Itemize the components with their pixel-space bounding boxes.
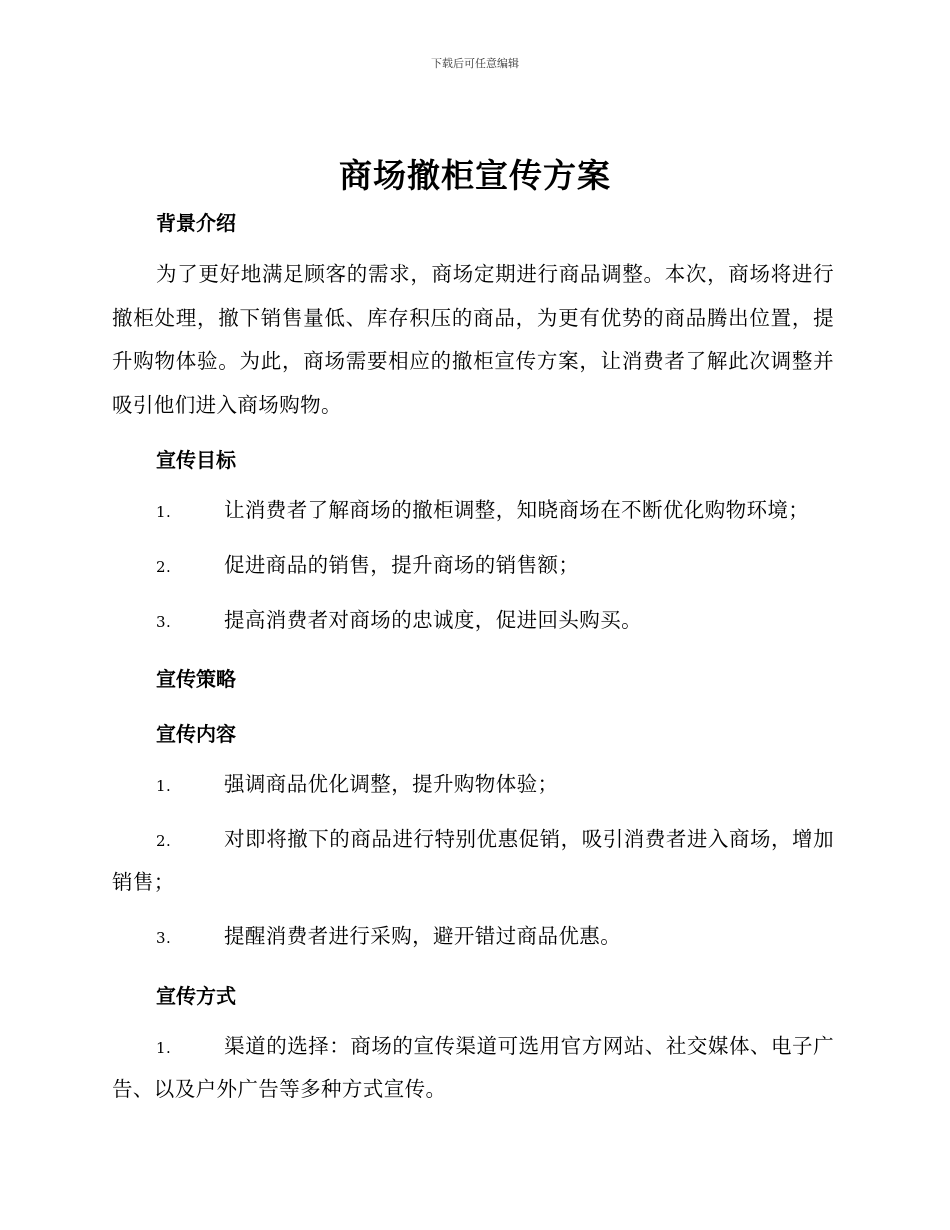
header-note: 下载后可任意编辑 xyxy=(431,57,519,70)
heading-background: 背景介绍 xyxy=(156,211,236,235)
document-title: 商场撤柜宣传方案 xyxy=(339,156,611,195)
list-item-number: 3. xyxy=(156,613,172,631)
list-item-text: 渠道的选择：商场的宣传渠道可选用官方网站、社交媒体、电子广告、以及户外广告等多种方式宣传。 xyxy=(112,1034,834,1101)
list-item xyxy=(112,916,834,959)
heading-goals: 宣传目标 xyxy=(156,448,236,472)
list-item xyxy=(112,600,834,643)
heading-content: 宣传内容 xyxy=(156,722,236,746)
list-item-text: 让消费者了解商场的撤柜调整，知晓商场在不断优化购物环境； xyxy=(224,498,810,522)
list-item-number: 1. xyxy=(156,1039,172,1057)
list-item xyxy=(112,545,834,588)
list-item-text: 提醒消费者进行采购，避开错过商品优惠。 xyxy=(224,924,622,948)
list-item-number: 1. xyxy=(156,503,172,521)
background-paragraph: 为了更好地满足顾客的需求，商场定期进行商品调整。本次，商场将进行撤柜处理，撤下销售量低、库存积压的商品，为更有优势的商品腾出位置，提升购物体验。为此，商场需要相应的撤柜宣传方案，让消费者了解此次调整并吸引他们进入商场购物。 xyxy=(112,262,834,417)
list-item xyxy=(112,819,834,903)
heading-strategy: 宣传策略 xyxy=(156,667,236,691)
list-item-number: 3. xyxy=(156,929,172,947)
list-item xyxy=(112,1026,834,1110)
list-item-text: 强调商品优化调整，提升购物体验； xyxy=(224,772,559,796)
list-item-number: 1. xyxy=(156,777,172,795)
list-item-text: 促进商品的销售，提升商场的销售额； xyxy=(224,553,580,577)
list-item-text: 提高消费者对商场的忠诚度，促进回头购买。 xyxy=(224,608,642,632)
list-item xyxy=(112,490,834,533)
list-item-number: 2. xyxy=(156,832,172,850)
heading-methods: 宣传方式 xyxy=(156,984,236,1008)
list-item-text: 对即将撤下的商品进行特别优惠促销，吸引消费者进入商场，增加销售； xyxy=(112,827,834,894)
list-item-number: 2. xyxy=(156,558,172,576)
list-item xyxy=(112,764,834,807)
